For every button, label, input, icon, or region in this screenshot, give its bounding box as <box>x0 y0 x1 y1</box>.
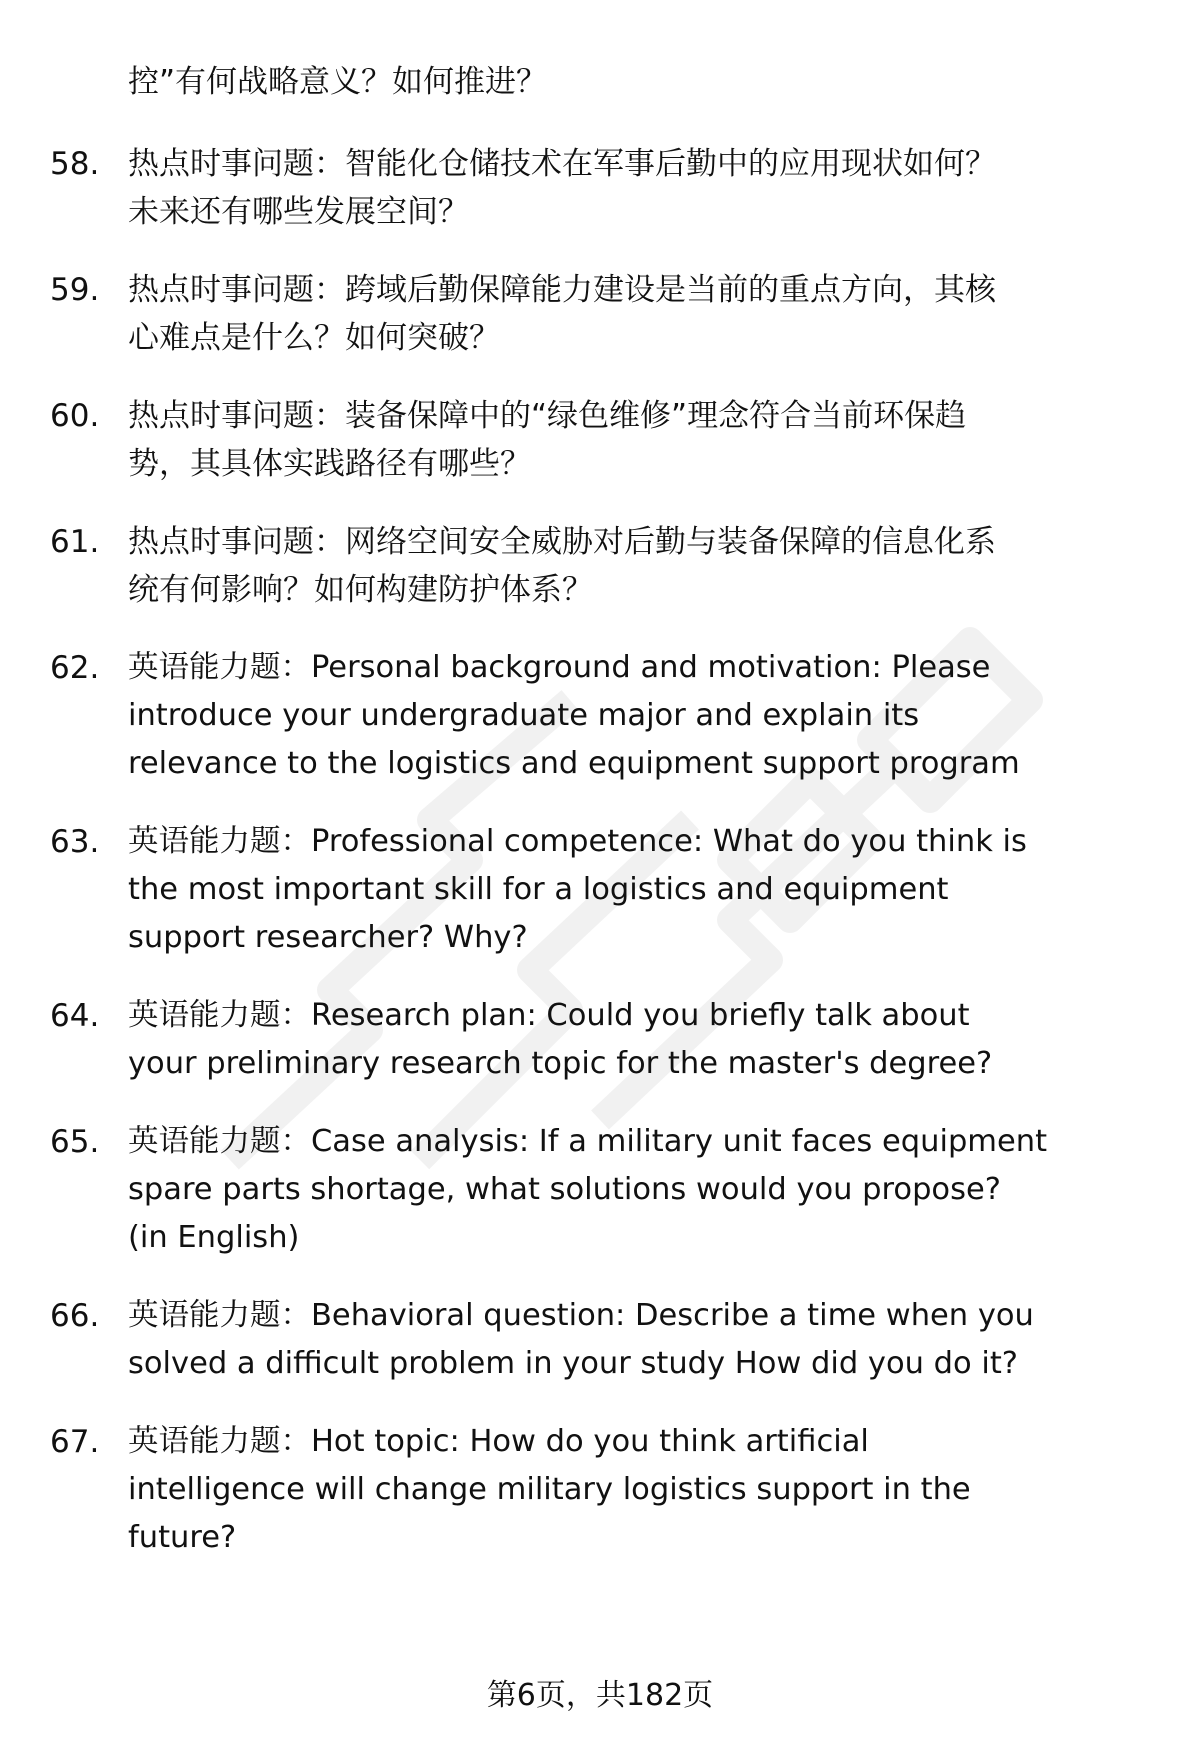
question-item <box>50 818 1160 962</box>
question-text <box>128 266 1158 362</box>
question-text-line: 英语能力题：Hot topic: How do you think artificial <box>128 1424 869 1459</box>
question-item <box>50 1118 1160 1262</box>
question-text-line: future? <box>128 1520 237 1555</box>
question-number: 65. <box>50 1124 100 1160</box>
question-item <box>50 644 1160 788</box>
question-item <box>50 992 1160 1088</box>
question-item <box>50 1292 1160 1388</box>
question-text-line: introduce your undergraduate major and explain its <box>128 698 920 733</box>
question-item <box>50 140 1160 236</box>
question-text-line: 未来还有哪些发展空间？ <box>128 194 469 230</box>
question-text-line: 热点时事问题：智能化仓储技术在军事后勤中的应用现状如何？ <box>128 146 996 182</box>
question-text-line: 热点时事问题：装备保障中的“绿色维修”理念符合当前环保趋 <box>128 398 967 434</box>
question-text-line: relevance to the logistics and equipment support program <box>128 746 1020 781</box>
question-text-line: 控”有何战略意义？如何推进？ <box>128 64 548 100</box>
question-list <box>50 58 1160 1592</box>
question-text-line: support researcher? Why? <box>128 920 528 955</box>
question-text <box>128 140 1158 236</box>
question-text <box>128 644 1158 788</box>
question-text <box>128 818 1158 962</box>
question-text-line: 英语能力题：Professional competence: What do you think is <box>128 824 1027 859</box>
question-text-line: intelligence will change military logistics support in the <box>128 1472 971 1507</box>
question-text <box>128 1418 1158 1562</box>
question-number: 59. <box>50 272 100 308</box>
question-number: 63. <box>50 824 100 860</box>
question-text-line: 势，其具体实践路径有哪些？ <box>128 446 531 482</box>
question-number: 66. <box>50 1298 100 1334</box>
question-text-line: spare parts shortage, what solutions would you propose? <box>128 1172 1001 1207</box>
question-text <box>128 992 1158 1088</box>
question-text-line: 统有何影响？如何构建防护体系？ <box>128 572 593 608</box>
question-item <box>50 266 1160 362</box>
question-text-line: 英语能力题：Behavioral question: Describe a time when you <box>128 1298 1034 1333</box>
question-text-line: your preliminary research topic for the master's degree? <box>128 1046 993 1081</box>
question-text-line: (in English) <box>128 1220 300 1255</box>
question-text <box>128 1292 1158 1388</box>
question-text-line: 心难点是什么？如何突破？ <box>128 320 500 356</box>
question-text-line: 热点时事问题：网络空间安全威胁对后勤与装备保障的信息化系 <box>128 524 996 560</box>
question-text <box>128 518 1158 614</box>
question-text-line: the most important skill for a logistics and equipment <box>128 872 949 907</box>
question-number: 64. <box>50 998 100 1034</box>
question-text-line: 热点时事问题：跨域后勤保障能力建设是当前的重点方向，其核 <box>128 272 996 308</box>
question-item <box>50 58 1160 106</box>
question-number: 60. <box>50 398 100 434</box>
question-text <box>128 1118 1158 1262</box>
question-text <box>128 58 1158 106</box>
question-text-line: 英语能力题：Personal background and motivation: Please <box>128 650 991 685</box>
question-text-line: 英语能力题：Research plan: Could you briefly talk about <box>128 998 970 1033</box>
question-item <box>50 392 1160 488</box>
question-text <box>128 392 1158 488</box>
question-item <box>50 1418 1160 1562</box>
question-number <box>50 58 128 106</box>
question-number: 62. <box>50 650 100 686</box>
question-item <box>50 518 1160 614</box>
question-text-line: 英语能力题：Case analysis: If a military unit faces equipment <box>128 1124 1048 1159</box>
question-number: 58. <box>50 146 100 182</box>
question-number: 61. <box>50 524 100 560</box>
question-text-line: solved a difficult problem in your study How did you do it? <box>128 1346 1018 1381</box>
question-number: 67. <box>50 1424 100 1460</box>
page-footer: 第6页，共182页 <box>486 1678 714 1713</box>
